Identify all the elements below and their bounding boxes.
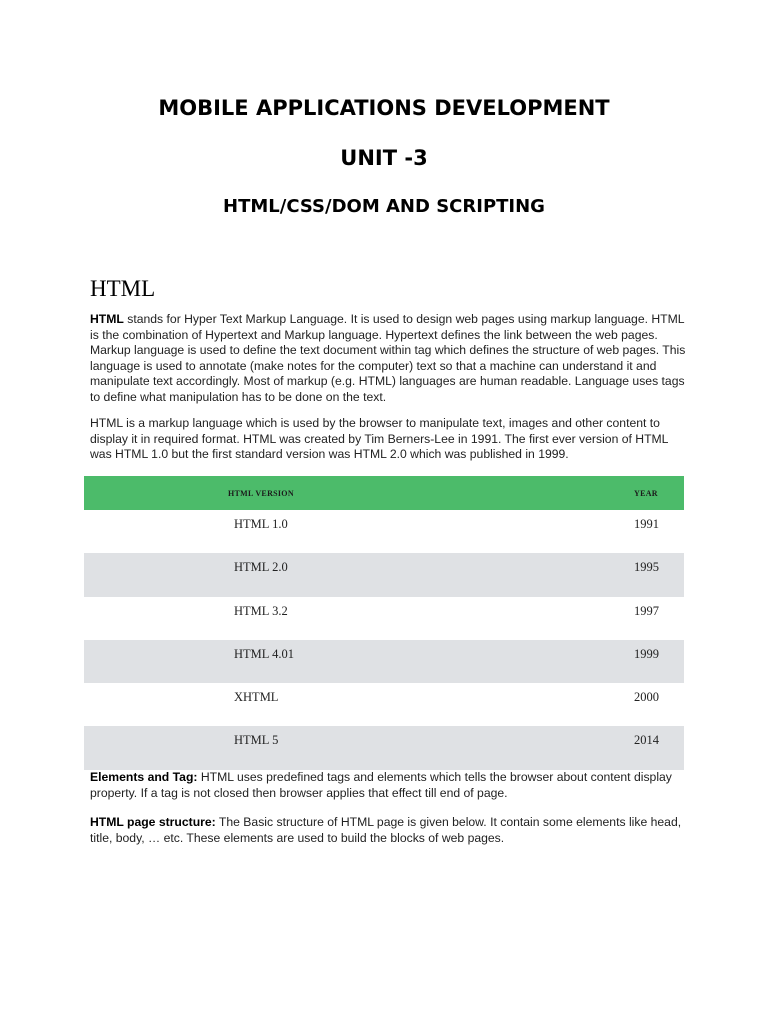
section-heading-html: HTML [90, 276, 156, 301]
table-header-row [84, 476, 684, 510]
paragraph-page-structure [90, 815, 690, 846]
paragraph-lead: Elements and Tag: [90, 770, 198, 784]
paragraph-lead: HTML [90, 312, 124, 326]
paragraph-text: stands for Hyper Text Markup Language. It is used to design web pages using markup language. HTML is the combination of Hypertext and Markup language. Hypertext defines the link between the web pages. Markup language is used to define the text document within tag which defines the structure of web pages. This language is used to annotate (make notes for the computer) text so that a machine can understand it and manipulate text accordingly. Most of markup (e.g. HTML) languages are human readable. Language uses tags to define what manipulation has to be done on the text. [90, 312, 686, 404]
table-row [84, 510, 684, 553]
unit-subtitle: HTML/CSS/DOM AND SCRIPTING [223, 196, 545, 217]
table-cell-year: 2000 [504, 683, 684, 726]
table-cell-version: HTML 2.0 [84, 553, 504, 596]
table-cell-year: 1999 [504, 640, 684, 683]
table-cell-version: HTML 5 [84, 726, 504, 769]
paragraph-html-history: HTML is a markup language which is used by the browser to manipulate text, images and other content to display it in required format. HTML was created by Tim Berners-Lee in 1991. The first ever version of HTML was HTML 1.0 but the first standard version was HTML 2.0 which was published in 1999. [90, 416, 669, 461]
document-title: MOBILE APPLICATIONS DEVELOPMENT [158, 96, 610, 120]
table-cell-year: 1995 [504, 553, 684, 596]
table-cell-version: HTML 4.01 [84, 640, 504, 683]
column-header-year: YEAR [504, 476, 684, 510]
table-cell-version: HTML 3.2 [84, 597, 504, 640]
table-cell-year: 1991 [504, 510, 684, 553]
paragraph-text: HTML uses predefined tags and elements which tells the browser about content display property. If a tag is not closed then browser applies that effect till end of page. [90, 770, 672, 800]
table-row [84, 597, 684, 640]
html-version-table [84, 476, 684, 770]
column-header-version: HTML VERSION [84, 476, 504, 510]
paragraph-elements-and-tag [90, 770, 690, 801]
table-cell-year: 2014 [504, 726, 684, 769]
table-cell-year: 1997 [504, 597, 684, 640]
table-cell-version: HTML 1.0 [84, 510, 504, 553]
table-row [84, 640, 684, 683]
paragraph-lead: HTML page structure: [90, 815, 216, 829]
table-row [84, 553, 684, 596]
table-row [84, 726, 684, 769]
table-cell-version: XHTML [84, 683, 504, 726]
table-row [84, 683, 684, 726]
unit-heading: UNIT -3 [340, 146, 428, 170]
paragraph-text: The Basic structure of HTML page is given below. It contain some elements like head, title, body, … etc. These elements are used to build the blocks of web pages. [90, 815, 682, 845]
paragraph-html-definition [90, 312, 690, 405]
